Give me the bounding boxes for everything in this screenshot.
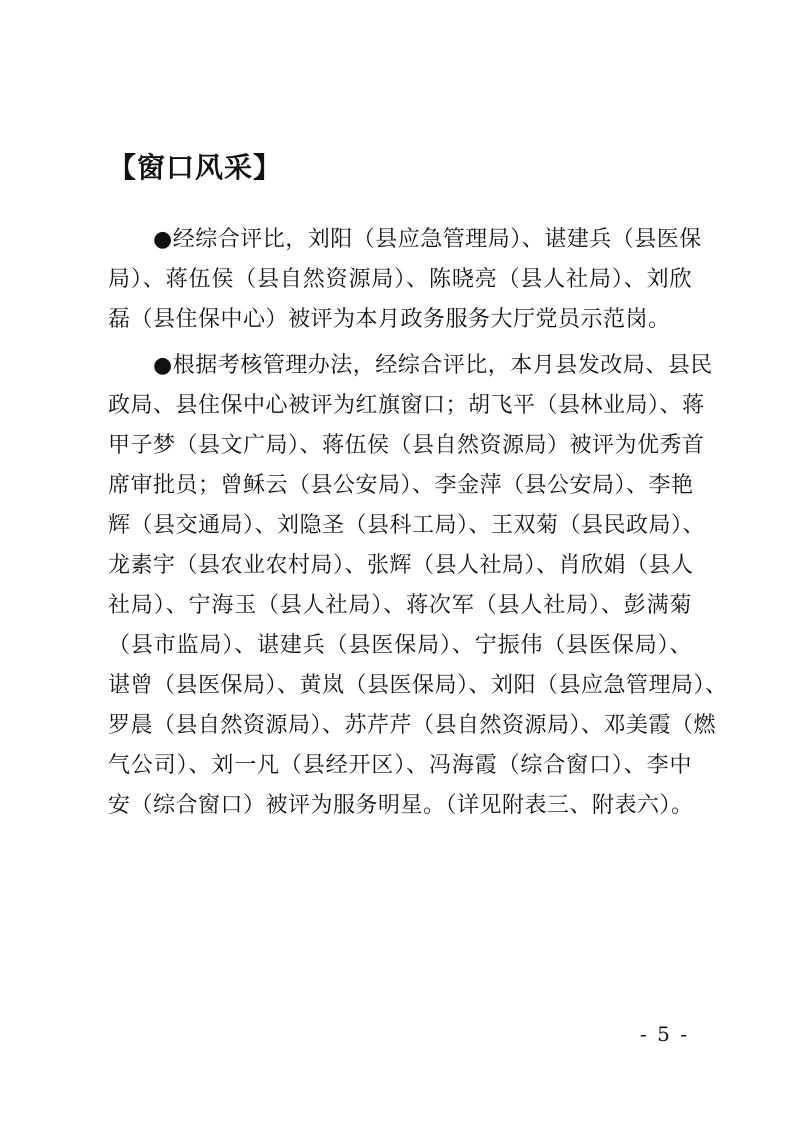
text-line: 安（综合窗口）被评为服务明星。（详见附表三、附表六）。 xyxy=(108,793,694,818)
text-line: 辉（县交通局）、刘隐圣（县科工局）、王双菊（县民政局）、 xyxy=(108,513,706,538)
text-line: 龙素宇（县农业农村局）、张辉（县人社局）、肖欣娟（县人 xyxy=(108,553,694,578)
text-line: 社局）、宁海玉（县人社局）、蒋次军（县人社局）、彭满菊 xyxy=(108,593,692,618)
text-line: ●经综合评比，刘阳（县应急管理局）、谌建兵（县医保 xyxy=(108,227,702,252)
paragraph-party-member-posts xyxy=(108,220,702,340)
text-line: 政局、县住保中心被评为红旗窗口；胡飞平（县林业局）、蒋 xyxy=(108,393,705,418)
text-line: ●根据考核管理办法，经综合评比，本月县发改局、县民 xyxy=(108,353,713,378)
text-line: 罗晨（县自然资源局）、苏芹芹（县自然资源局）、邓美霞（燃 xyxy=(108,713,717,738)
text-line: 席审批员；曾稣云（县公安局）、李金萍（县公安局）、李艳 xyxy=(108,473,694,498)
text-line: 局）、蒋伍侯（县自然资源局）、陈晓亮（县人社局）、刘欣 xyxy=(108,267,692,292)
text-line: 磊（县住保中心）被评为本月政务服务大厅党员示范岗。 xyxy=(108,307,671,332)
text-line: 谌曾（县医保局）、黄岚（县医保局）、刘阳（县应急管理局）、 xyxy=(108,673,728,698)
document-body xyxy=(108,220,728,826)
section-heading: 【窗口风采】 xyxy=(108,151,283,184)
paragraph-service-stars xyxy=(108,346,728,826)
text-line: 甲子梦（县文广局）、蒋伍侯（县自然资源局）被评为优秀首 xyxy=(108,433,705,458)
text-line: （县市监局）、谌建兵（县医保局）、宁振伟（县医保局）、 xyxy=(108,633,692,658)
page-number: - 5 - xyxy=(640,1022,689,1046)
text-line: 气公司）、刘一凡（县经开区）、冯海霞（综合窗口）、李中 xyxy=(108,753,692,778)
